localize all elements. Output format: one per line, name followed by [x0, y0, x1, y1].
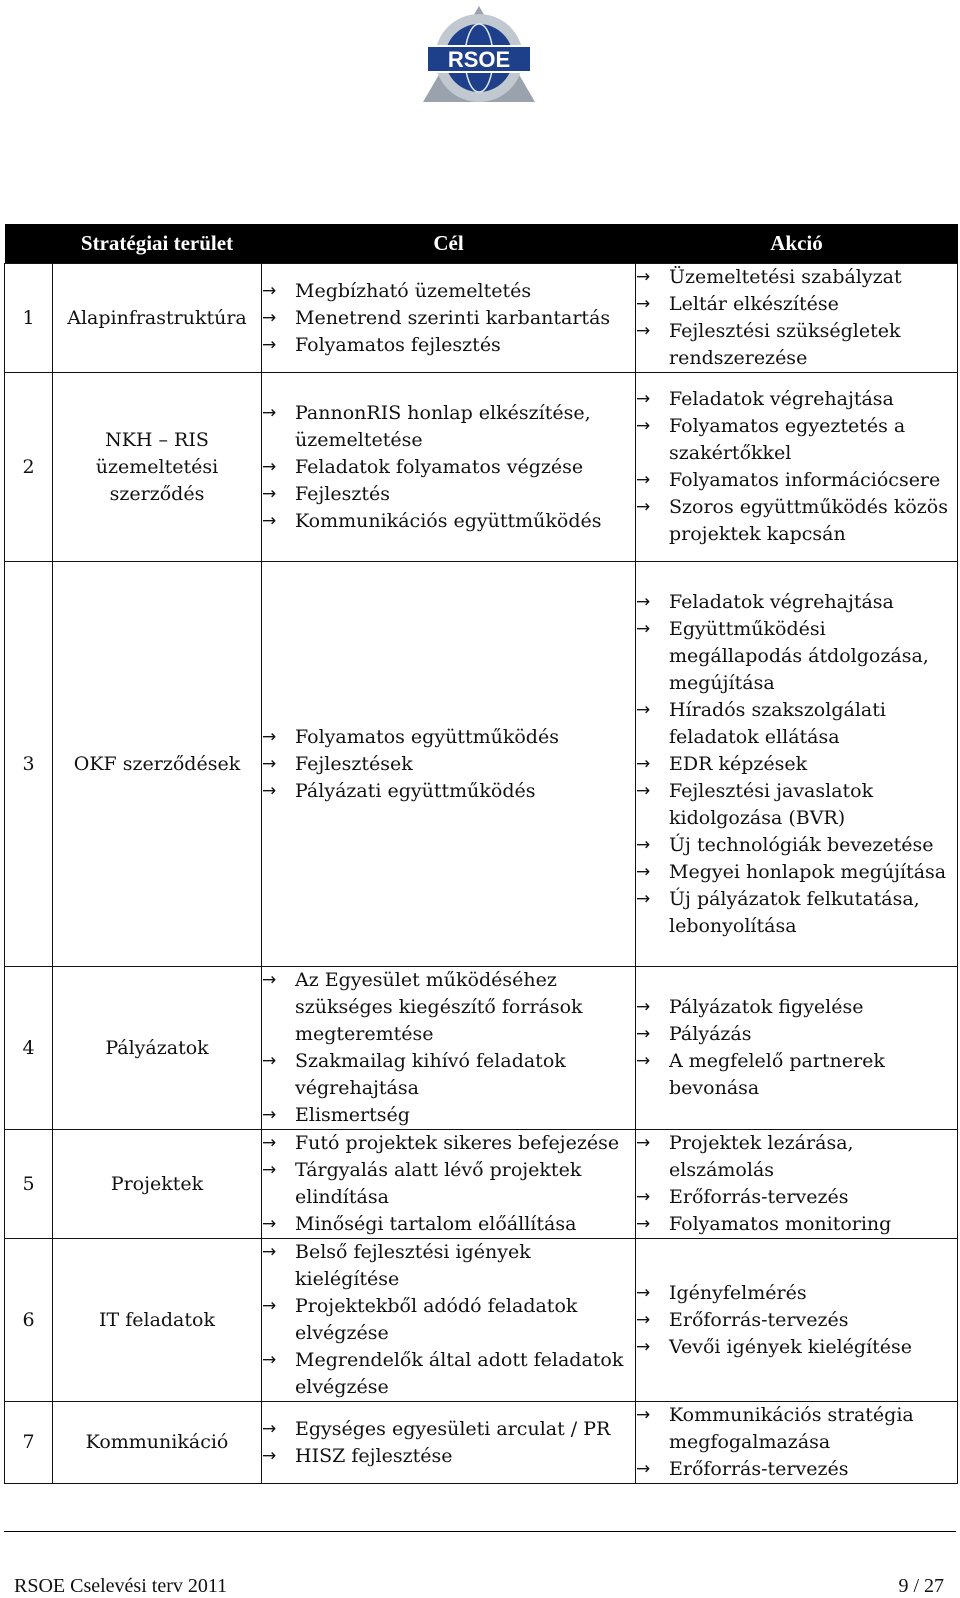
list-item: [262, 751, 635, 778]
arrow-right-icon: →: [262, 334, 277, 355]
list-item-text: Folyamatos fejlesztés: [295, 333, 501, 356]
goal-cell: [262, 967, 636, 1130]
list-item: [262, 1293, 635, 1347]
arrow-right-icon: →: [636, 888, 651, 909]
list-item-text: Folyamatos információcsere: [669, 469, 941, 491]
table-row: [5, 1130, 958, 1239]
strategic-area: Projektek: [53, 1130, 262, 1239]
goal-cell: [262, 1402, 636, 1484]
arrow-right-icon: →: [636, 1459, 651, 1479]
row-number: 1: [5, 264, 53, 373]
row-number: 3: [5, 562, 53, 967]
arrow-right-icon: →: [262, 726, 277, 747]
action-cell: [636, 1130, 958, 1239]
list-item-text: Erőforrás-tervezés: [669, 1308, 849, 1331]
list-item-text: Erőforrás-tervezés: [669, 1186, 849, 1208]
arrow-right-icon: →: [636, 591, 651, 612]
table-row: [5, 264, 958, 373]
list-item-text: HISZ fejlesztése: [295, 1444, 453, 1467]
arrow-right-icon: →: [636, 294, 651, 314]
goal-list: [262, 278, 635, 359]
arrow-right-icon: →: [636, 753, 651, 774]
list-item-text: PannonRIS honlap elkészítése, üzemeltetése: [295, 401, 591, 451]
action-list: [636, 589, 957, 940]
list-item-text: Minőségi tartalom előállítása: [295, 1213, 577, 1235]
footer-page-number: 9 / 27: [898, 1575, 944, 1597]
footer-divider: [4, 1531, 956, 1532]
list-item: [636, 832, 957, 859]
arrow-right-icon: →: [262, 1242, 277, 1262]
arrow-right-icon: →: [262, 510, 277, 531]
list-item-text: Folyamatos együttműködés: [295, 725, 559, 748]
list-item: [262, 278, 635, 305]
list-item: [636, 616, 957, 697]
list-item-text: Új technológiák bevezetése: [669, 833, 934, 856]
arrow-right-icon: →: [262, 970, 277, 990]
list-item-text: Pályázatok figyelése: [669, 996, 864, 1018]
action-cell: [636, 1239, 958, 1402]
table-row: [5, 373, 958, 562]
row-number: 4: [5, 967, 53, 1130]
arrow-right-icon: →: [262, 753, 277, 774]
list-item: [636, 859, 957, 886]
list-item: [636, 1402, 957, 1456]
action-list: [636, 264, 957, 372]
list-item-text: Feladatok folyamatos végzése: [295, 455, 584, 478]
arrow-right-icon: →: [636, 389, 651, 409]
table-header-row: [5, 224, 958, 264]
list-item: [262, 1102, 635, 1129]
arrow-right-icon: →: [262, 1418, 277, 1439]
table-row: [5, 562, 958, 967]
action-cell: [636, 264, 958, 373]
list-item: [262, 305, 635, 332]
goal-list: [262, 967, 635, 1129]
arrow-right-icon: →: [262, 1160, 277, 1180]
goal-list: [262, 724, 635, 805]
list-item: [262, 400, 635, 454]
strategic-area: Alapinfrastruktúra: [53, 264, 262, 373]
list-item-text: Üzemeltetési szabályzat: [669, 266, 902, 288]
list-item: [262, 1130, 635, 1157]
list-item-text: Tárgyalás alatt lévő projektek elindítása: [295, 1159, 582, 1208]
strategic-area: NKH – RIS üzemeltetési szerződés: [53, 373, 262, 562]
list-item-text: Vevői igények kielégítése: [669, 1335, 913, 1358]
action-cell: [636, 373, 958, 562]
list-item-text: Szoros együttműködés közös projektek kapcsán: [669, 496, 948, 545]
arrow-right-icon: →: [262, 1296, 277, 1316]
list-item-text: Új pályázatok felkutatása, lebonyolítása: [669, 887, 920, 937]
list-item-text: Folyamatos egyeztetés a szakértőkkel: [669, 415, 906, 464]
row-number: 2: [5, 373, 53, 562]
arrow-right-icon: →: [636, 834, 651, 855]
list-item-text: Megbízható üzemeltetés: [295, 279, 532, 302]
list-item: [636, 697, 957, 751]
arrow-right-icon: →: [636, 416, 651, 436]
list-item-text: EDR képzések: [669, 752, 808, 775]
list-item: [262, 481, 635, 508]
list-item: [636, 413, 957, 467]
arrow-right-icon: →: [636, 470, 651, 490]
arrow-right-icon: →: [636, 1133, 651, 1153]
arrow-right-icon: →: [636, 1051, 651, 1071]
action-list: [636, 994, 957, 1102]
arrow-right-icon: →: [262, 402, 277, 423]
action-list: [636, 1402, 957, 1483]
list-item: [636, 751, 957, 778]
action-cell: [636, 1402, 958, 1484]
list-item: [262, 1443, 635, 1470]
list-item-text: Futó projektek sikeres befejezése: [295, 1132, 620, 1154]
list-item-text: Igényfelmérés: [669, 1281, 807, 1304]
arrow-right-icon: →: [262, 1214, 277, 1234]
action-cell: [636, 562, 958, 967]
goal-list: [262, 1416, 635, 1470]
strategic-area: OKF szerződések: [53, 562, 262, 967]
list-item: [262, 508, 635, 535]
arrow-right-icon: →: [262, 1350, 277, 1370]
list-item-text: Fejlesztés: [295, 482, 390, 505]
list-item-text: Kommunikációs stratégia megfogalmazása: [669, 1404, 914, 1453]
table-row: [5, 967, 958, 1130]
list-item: [636, 1456, 957, 1483]
row-number: 7: [5, 1402, 53, 1484]
logo-text: RSOE: [447, 47, 511, 72]
arrow-right-icon: →: [636, 861, 651, 882]
list-item: [262, 1347, 635, 1401]
list-item: [636, 386, 957, 413]
arrow-right-icon: →: [262, 780, 277, 801]
list-item: [636, 1184, 957, 1211]
list-item: [636, 467, 957, 494]
list-item: [636, 1280, 957, 1307]
list-item: [262, 454, 635, 481]
arrow-right-icon: →: [262, 1133, 277, 1153]
header-area: Stratégiai terület: [53, 224, 262, 264]
list-item: [262, 1048, 635, 1102]
table-row: [5, 1402, 958, 1484]
arrow-right-icon: →: [636, 267, 651, 287]
table-body: [5, 264, 958, 1484]
arrow-right-icon: →: [636, 321, 651, 341]
arrow-right-icon: →: [636, 618, 651, 639]
list-item: [636, 291, 957, 318]
arrow-right-icon: →: [636, 497, 651, 517]
list-item: [636, 886, 957, 940]
list-item: [636, 1130, 957, 1184]
arrow-right-icon: →: [636, 699, 651, 720]
list-item: [262, 332, 635, 359]
list-item-text: Fejlesztési javaslatok kidolgozása (BVR): [669, 779, 874, 829]
list-item-text: Híradós szakszolgálati feladatok ellátása: [669, 698, 886, 748]
list-item: [636, 318, 957, 372]
table-row: [5, 1239, 958, 1402]
list-item-text: Feladatok végrehajtása: [669, 590, 894, 613]
list-item: [636, 994, 957, 1021]
list-item: [636, 1211, 957, 1238]
arrow-right-icon: →: [636, 780, 651, 801]
list-item-text: Együttműködési megállapodás átdolgozása, megújítása: [669, 617, 929, 694]
strategic-area: Kommunikáció: [53, 1402, 262, 1484]
list-item-text: Kommunikációs együttműködés: [295, 509, 602, 532]
list-item: [262, 778, 635, 805]
list-item-text: Feladatok végrehajtása: [669, 388, 894, 410]
list-item-text: Megyei honlapok megújítása: [669, 860, 947, 883]
action-list: [636, 386, 957, 548]
list-item-text: Projektekből adódó feladatok elvégzése: [295, 1295, 578, 1344]
list-item: [636, 1307, 957, 1334]
list-item: [636, 1334, 957, 1361]
list-item-text: Folyamatos monitoring: [669, 1213, 892, 1235]
arrow-right-icon: →: [262, 483, 277, 504]
goal-list: [262, 1130, 635, 1238]
header-goal: Cél: [262, 224, 636, 264]
row-number: 5: [5, 1130, 53, 1239]
list-item: [636, 589, 957, 616]
list-item: [636, 1021, 957, 1048]
arrow-right-icon: →: [262, 1445, 277, 1466]
goal-list: [262, 1239, 635, 1401]
action-list: [636, 1130, 957, 1238]
list-item-text: Fejlesztések: [295, 752, 413, 775]
arrow-right-icon: →: [636, 1336, 651, 1357]
goal-cell: [262, 1239, 636, 1402]
list-item: [262, 1211, 635, 1238]
list-item: [636, 778, 957, 832]
arrow-right-icon: →: [636, 1187, 651, 1207]
rsoe-logo: [419, 2, 539, 110]
list-item: [636, 494, 957, 548]
action-cell: [636, 967, 958, 1130]
list-item-text: Erőforrás-tervezés: [669, 1458, 849, 1480]
arrow-right-icon: →: [636, 1282, 651, 1303]
list-item: [262, 1239, 635, 1293]
goal-list: [262, 400, 635, 535]
row-number: 6: [5, 1239, 53, 1402]
strategic-area: IT feladatok: [53, 1239, 262, 1402]
list-item: [262, 1157, 635, 1211]
list-item-text: Leltár elkészítése: [669, 293, 839, 315]
list-item-text: Elismertség: [295, 1104, 410, 1126]
list-item: [636, 1048, 957, 1102]
action-list: [636, 1280, 957, 1361]
goal-cell: [262, 562, 636, 967]
list-item-text: A megfelelő partnerek bevonása: [669, 1050, 885, 1099]
footer-document-title: RSOE Cselevési terv 2011: [14, 1575, 228, 1597]
arrow-right-icon: →: [262, 307, 277, 328]
list-item: [262, 1416, 635, 1443]
list-item-text: Menetrend szerinti karbantartás: [295, 306, 611, 329]
list-item-text: Pályázás: [669, 1023, 752, 1045]
list-item-text: Egységes egyesületi arculat / PR: [295, 1417, 611, 1440]
strategy-table: [4, 224, 958, 1484]
header-action: Akció: [636, 224, 958, 264]
list-item-text: Az Egyesület működéséhez szükséges kiegészítő források megteremtése: [295, 969, 583, 1045]
list-item: [262, 724, 635, 751]
list-item-text: Pályázati együttműködés: [295, 779, 536, 802]
list-item-text: Belső fejlesztési igények kielégítése: [295, 1241, 531, 1290]
goal-cell: [262, 1130, 636, 1239]
list-item-text: Projektek lezárása, elszámolás: [669, 1132, 854, 1181]
list-item: [262, 967, 635, 1048]
strategic-area: Pályázatok: [53, 967, 262, 1130]
list-item-text: Fejlesztési szükségletek rendszerezése: [669, 320, 901, 369]
goal-cell: [262, 373, 636, 562]
arrow-right-icon: →: [636, 1024, 651, 1044]
arrow-right-icon: →: [636, 997, 651, 1017]
arrow-right-icon: →: [262, 280, 277, 301]
list-item: [636, 264, 957, 291]
arrow-right-icon: →: [262, 1105, 277, 1125]
goal-cell: [262, 264, 636, 373]
list-item-text: Megrendelők által adott feladatok elvégzése: [295, 1349, 624, 1398]
arrow-right-icon: →: [636, 1405, 651, 1425]
arrow-right-icon: →: [262, 1051, 277, 1071]
arrow-right-icon: →: [636, 1309, 651, 1330]
header-number: [5, 224, 53, 264]
arrow-right-icon: →: [636, 1214, 651, 1234]
list-item-text: Szakmailag kihívó feladatok végrehajtása: [295, 1050, 566, 1099]
arrow-right-icon: →: [262, 456, 277, 477]
